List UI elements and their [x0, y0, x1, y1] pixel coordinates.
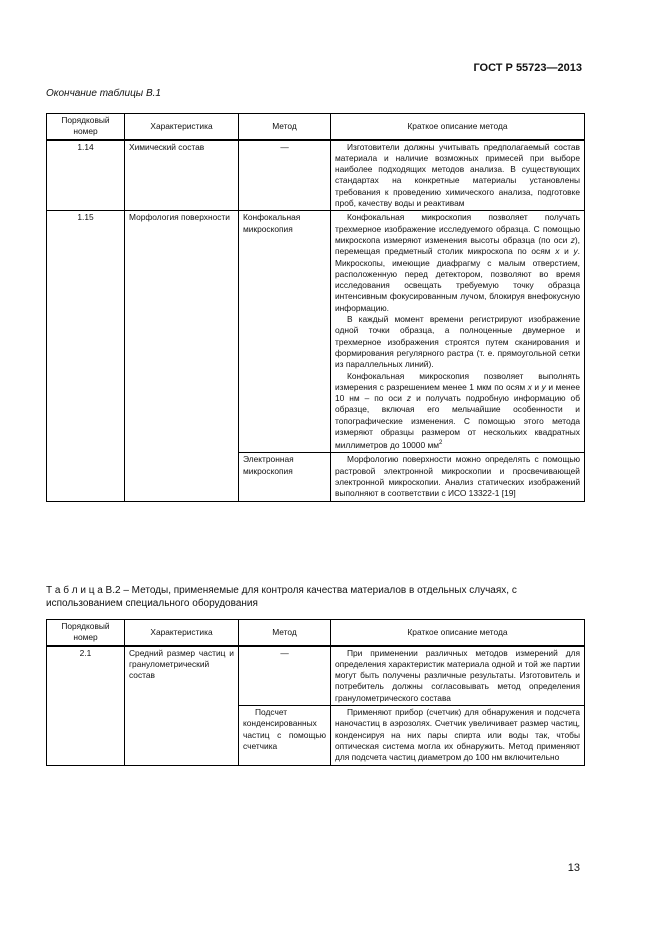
column-header-description: Краткое описание метода: [331, 620, 585, 646]
row-number: 1.14: [47, 140, 125, 211]
row-characteristic: Средний размер частиц и гранулометрический состав: [125, 646, 239, 765]
column-header-number: Порядковый номер: [47, 620, 125, 646]
table-b2: [46, 619, 585, 766]
row-number: 1.15: [47, 211, 125, 501]
column-header-description: Краткое описание метода: [331, 114, 585, 140]
row-characteristic: Морфология поверхности: [125, 211, 239, 501]
column-header-characteristic: Характеристика: [125, 620, 239, 646]
row-method: Конфокальная микроскопия: [239, 211, 331, 453]
column-header-method: Метод: [239, 114, 331, 140]
row-description: Конфокальная микроскопия позволяет получать трехмерное изображение исследуемого образца. С помощью микроскопа измеряют изменения высоты образца (по оси z), перемещая предметный столик микроскопа по осям x и y. Микроскопы, имеющие диафрагму с малым отверстием, расположенную перед детектором, позволяют во время исследования освещать требуемую точку образца интенсивным фокусированным лучом, блокируя внефокусную информацию. В каждый момент времени регистрируют изображение одной точки образца, а полноценные двумерное и трехмерное изображения строятся путем сканирования и формирования регулярного растра (т. е. прямоугольной сетки из параллельных линий). Конфокальная микроскопия позволяет выполнять измерения с разрешением менее 1 мкм по осям x и y и менее 10 нм – по оси z и получать подробную информацию об образце, включая его мельчайшие особенности и топографические изменения. С помощью этого метода измеряют образцы размером от нескольких квадратных миллиметров до 10000 $мм^2$: [331, 211, 585, 453]
row-number: 2.1: [47, 646, 125, 765]
column-header-method: Метод: [239, 620, 331, 646]
row-description: Изготовители должны учитывать предполагаемый состав материала и наличие возможных примесей при выборе наиболее подходящих методов анализа. В существующих стандартах на конкретные материалы установлены требования к проведению химического анализа, подготовке проб, качеству воды и реактивам: [331, 140, 585, 211]
row-method: —: [239, 646, 331, 706]
row-method: Подсчет конденсированных частиц с помощью счетчика: [239, 706, 331, 765]
table-row: [47, 646, 585, 706]
row-method: —: [239, 140, 331, 211]
page-number: 13: [567, 862, 580, 874]
table-b1-caption: Окончание таблицы В.1: [46, 88, 161, 99]
row-description: Морфологию поверхности можно определять с помощью растровой электронной микроскопии и просвечивающей электронной микроскопии. Анализ статических изображений выполняют в соответствии с ИСО 13322-1 [19]: [331, 453, 585, 501]
column-header-number: Порядковый номер: [47, 114, 125, 140]
row-description: При применении различных методов измерений для определения характеристик материала одной и той же партии могут быть получены различные результаты. Изготовитель и потребитель должны согласовывать метод определения гранулометрического состава: [331, 646, 585, 706]
row-characteristic: Химический состав: [125, 140, 239, 211]
table-b1: [46, 113, 585, 502]
column-header-characteristic: Характеристика: [125, 114, 239, 140]
table-b2-caption: Т а б л и ц а В.2 – Методы, применяемые для контроля качества материалов в отдельных случаях, с использованием специального оборудования: [46, 585, 517, 609]
table-row: [47, 140, 585, 211]
row-description: Применяют прибор (счетчик) для обнаружения и подсчета наночастиц в аэрозолях. Счетчик увеличивает размер частиц, конденсируя на них пары спирта или воды так, чтобы оптическая система могла их обнаружить. Метод применяют для подсчета частиц диаметром до 100 нм включительно: [331, 706, 585, 765]
row-method: Электронная микроскопия: [239, 453, 331, 501]
document-code: ГОСТ Р 55723—2013: [473, 62, 582, 74]
table-row: [47, 211, 585, 453]
